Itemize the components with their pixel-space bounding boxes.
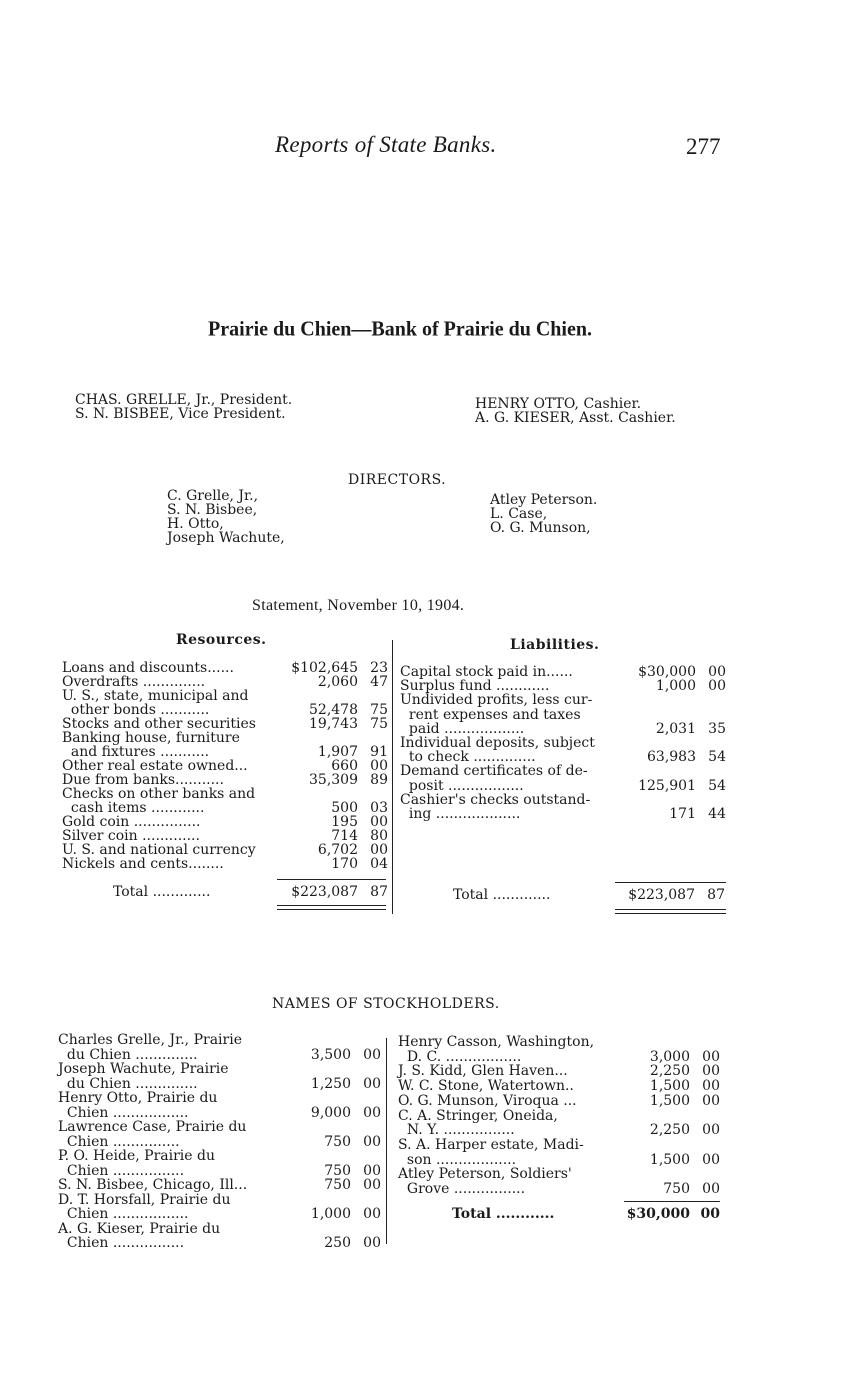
table-row [400,779,726,793]
row-label: Chien ................. [58,1104,189,1121]
row-cents: 04 [370,856,388,872]
table-row [62,689,388,703]
table-row [62,815,388,829]
row-cents: 00 [702,1048,720,1065]
table-row [58,1236,381,1250]
row-dollars: $30,000 [638,664,696,680]
row-label: J. S. Kidd, Glen Haven... [398,1063,568,1080]
table-row [58,1222,381,1236]
row-label: and fixtures ........... [62,744,210,760]
table-row [400,793,726,807]
row-cents: 89 [370,772,388,788]
stockholders-total-row [452,1207,720,1221]
row-label: Chien ................ [58,1235,185,1251]
table-row [400,722,726,736]
row-dollars: 19,743 [309,716,358,732]
director-left-3: H. Otto, [167,516,224,532]
row-label: Other real estate owned... [62,758,248,774]
liabilities-total-rule [615,882,726,883]
table-row [62,773,388,787]
row-label: du Chien .............. [58,1075,198,1092]
row-cents: 44 [708,806,726,822]
page-number: 277 [686,134,721,159]
table-row [398,1123,720,1137]
row-dollars: 750 [324,1133,351,1150]
row-cents: 00 [363,1235,381,1251]
row-label: Grove ................ [398,1181,526,1197]
row-label: Stocks and other securities [62,716,256,732]
liabilities-total-row [453,888,725,902]
table-row [62,787,388,801]
table-row [400,708,726,722]
row-label: Undivided profits, less cur- [400,692,593,709]
table-row [398,1182,720,1196]
row-label: Joseph Wachute, Prairie [58,1061,229,1077]
row-cents: 00 [363,1162,381,1179]
row-label: U. S., state, municipal and [62,688,249,704]
table-row [398,1050,720,1064]
row-label: Nickels and cents........ [62,856,224,872]
table-row [398,1138,720,1152]
resources-total-cents: 87 [370,884,388,900]
row-label: Chien ............... [58,1133,180,1150]
row-dollars: 1,500 [649,1092,690,1109]
row-cents: 00 [363,1206,381,1222]
row-label: Lawrence Case, Prairie du [58,1119,247,1135]
row-label: Due from banks........... [62,772,224,788]
row-label: W. C. Stone, Watertown.. [398,1078,574,1095]
liabilities-heading: Liabilities. [510,637,600,653]
row-label: D. T. Horsfall, Prairie du [58,1191,231,1208]
statement-divider [392,640,393,914]
row-label: Gold coin ............... [62,814,201,830]
liabilities-double-rule-2 [615,913,726,914]
table-row [58,1048,381,1062]
resources-heading: Resources. [176,632,267,648]
row-label: ing ................... [400,806,521,822]
table-row [58,1193,381,1207]
row-label: Henry Casson, Washington, [398,1034,595,1050]
row-dollars: 2,250 [649,1063,690,1080]
table-row [398,1167,720,1181]
row-label: S. A. Harper estate, Madi- [398,1136,584,1153]
running-title: Reports of State Banks. [275,132,497,157]
row-cents: 00 [702,1151,720,1168]
table-row [58,1207,381,1221]
row-cents: 35 [708,720,726,737]
row-cents: 00 [363,1104,381,1121]
statement-title: Statement, November 10, 1904. [252,597,465,614]
row-dollars: 750 [324,1162,351,1179]
row-label: Chien ................. [58,1206,189,1222]
row-cents: 00 [702,1122,720,1139]
row-label: son .................. [398,1151,517,1168]
stockholders-total-rule [624,1201,720,1202]
row-cents: 75 [370,716,388,732]
table-row [398,1153,720,1167]
table-row [58,1135,381,1149]
director-right-1: Atley Peterson. [490,492,598,508]
row-dollars: 2,060 [317,674,358,690]
table-row [400,764,726,778]
table-row [58,1077,381,1091]
table-row [58,1120,381,1134]
stockholders-total-dollars: $30,000 [626,1206,690,1222]
row-cents: 00 [708,678,726,695]
row-dollars: 750 [663,1181,690,1197]
row-dollars: 52,478 [309,702,358,718]
row-cents: 80 [370,828,388,844]
row-cents: 23 [370,660,388,676]
row-label: Checks on other banks and [62,786,256,802]
table-row [400,750,726,764]
row-cents: 47 [370,674,388,690]
director-left-1: C. Grelle, Jr., [167,488,259,504]
liabilities-double-rule-1 [615,909,726,910]
resources-total-row [113,885,388,899]
officer-asst-cashier: A. G. KIESER, Asst. Cashier. [475,410,676,426]
row-label: Atley Peterson, Soldiers' [398,1166,572,1183]
stockholders-total-label: Total ............ [452,1206,555,1222]
officer-president: CHAS. GRELLE, Jr., President. [75,392,293,408]
row-cents: 54 [708,749,726,766]
row-cents: 00 [370,842,388,858]
directors-heading: DIRECTORS. [348,472,447,488]
row-dollars: 170 [331,856,358,872]
row-label: Capital stock paid in...... [400,664,573,680]
bank-title: Prairie du Chien—Bank of Prairie du Chien. [208,317,592,341]
table-row [58,1033,381,1047]
row-label: Cashier's checks outstand- [400,791,591,808]
table-row [400,679,726,693]
table-row [398,1035,720,1049]
liabilities-total-label: Total ............. [453,887,551,903]
row-cents: 00 [702,1181,720,1197]
stockholders-heading: NAMES OF STOCKHOLDERS. [272,996,500,1012]
row-cents: 00 [370,758,388,774]
liabilities-total-dollars: $223,087 [628,887,695,903]
row-dollars: $102,645 [291,660,358,676]
resources-total-dollars: $223,087 [291,884,358,900]
row-cents: 00 [708,664,726,680]
director-left-2: S. N. Bisbee, [167,502,258,518]
stockholders-divider [386,1038,387,1244]
table-row [62,843,388,857]
row-label: other bonds ........... [62,702,210,718]
table-row [398,1109,720,1123]
table-row [58,1164,381,1178]
row-cents: 00 [363,1133,381,1150]
table-row [58,1106,381,1120]
row-dollars: 2,031 [655,720,696,737]
row-dollars: 1,500 [649,1151,690,1168]
row-dollars: 195 [331,814,358,830]
row-dollars: 6,702 [317,842,358,858]
row-label: Henry Otto, Prairie du [58,1090,218,1106]
row-dollars: 1,000 [655,678,696,695]
table-row [62,661,388,675]
table-row [400,693,726,707]
table-row [400,807,726,821]
row-dollars: 2,250 [649,1122,690,1139]
row-label: P. O. Heide, Prairie du [58,1148,215,1164]
table-row [400,665,726,679]
row-dollars: 714 [331,828,358,844]
row-cents: 00 [363,1177,381,1193]
table-row [62,801,388,815]
director-left-4: Joseph Wachute, [167,530,285,546]
table-row [62,717,388,731]
table-row [62,745,388,759]
officer-vice-president: S. N. BISBEE, Vice President. [75,406,286,422]
officer-cashier: HENRY OTTO, Cashier. [475,396,642,412]
row-dollars: 35,309 [309,772,358,788]
row-label: Surplus fund ............ [400,678,550,695]
row-dollars: 171 [669,806,696,822]
row-cents: 00 [370,814,388,830]
row-label: rent expenses and taxes [400,706,581,723]
row-cents: 00 [363,1046,381,1063]
row-dollars: 3,000 [649,1048,690,1065]
row-label: paid .................. [400,720,525,737]
resources-double-rule-2 [277,909,386,910]
row-dollars: 250 [324,1235,351,1251]
row-dollars: 500 [331,800,358,816]
row-cents: 00 [702,1078,720,1095]
row-cents: 75 [370,702,388,718]
row-label: A. G. Kieser, Prairie du [58,1220,221,1237]
table-row [62,675,388,689]
table-row [58,1149,381,1163]
row-dollars: 125,901 [638,777,696,794]
row-label: O. G. Munson, Viroqua ... [398,1092,577,1109]
liabilities-total-cents: 87 [707,887,725,903]
row-label: Loans and discounts...... [62,660,234,676]
row-dollars: 1,250 [310,1075,351,1092]
row-dollars: 660 [331,758,358,774]
table-row [58,1091,381,1105]
table-row [58,1178,381,1192]
table-row [400,736,726,750]
row-label: N. Y. ................ [398,1122,515,1139]
row-label: U. S. and national currency [62,842,256,858]
table-row [62,857,388,871]
row-cents: 91 [370,744,388,760]
table-row [398,1079,720,1093]
row-label: Overdrafts .............. [62,674,206,690]
row-cents: 00 [363,1075,381,1092]
row-cents: 03 [370,800,388,816]
table-row [62,731,388,745]
table-row [62,759,388,773]
row-dollars: 1,907 [317,744,358,760]
table-row [62,703,388,717]
row-label: cash items ............ [62,800,205,816]
stockholders-total-cents: 00 [700,1206,720,1222]
row-label: D. C. ................. [398,1048,522,1065]
resources-total-rule [277,879,386,880]
table-row [398,1064,720,1078]
row-label: posit ................. [400,777,524,794]
row-label: C. A. Stringer, Oneida, [398,1107,558,1124]
row-dollars: 3,500 [310,1046,351,1063]
row-label: S. N. Bisbee, Chicago, Ill... [58,1177,248,1193]
row-dollars: 9,000 [310,1104,351,1121]
table-row [58,1062,381,1076]
row-cents: 54 [708,777,726,794]
row-label: du Chien .............. [58,1046,198,1063]
row-label: Chien ................ [58,1162,185,1179]
row-dollars: 750 [324,1177,351,1193]
director-right-3: O. G. Munson, [490,520,591,536]
row-label: to check .............. [400,749,536,766]
row-label: Demand certificates of de- [400,763,588,780]
resources-total-label: Total ............. [113,884,211,900]
table-row [398,1094,720,1108]
row-label: Individual deposits, subject [400,735,595,751]
row-label: Banking house, furniture [62,730,240,746]
resources-double-rule-1 [277,905,386,906]
row-label: Silver coin ............. [62,828,200,844]
row-cents: 00 [702,1063,720,1080]
row-dollars: 1,500 [649,1078,690,1095]
row-label: Charles Grelle, Jr., Prairie [58,1032,242,1048]
row-cents: 00 [702,1092,720,1109]
row-dollars: 63,983 [647,749,696,766]
row-dollars: 1,000 [310,1206,351,1222]
director-right-2: L. Case, [490,506,548,522]
table-row [62,829,388,843]
